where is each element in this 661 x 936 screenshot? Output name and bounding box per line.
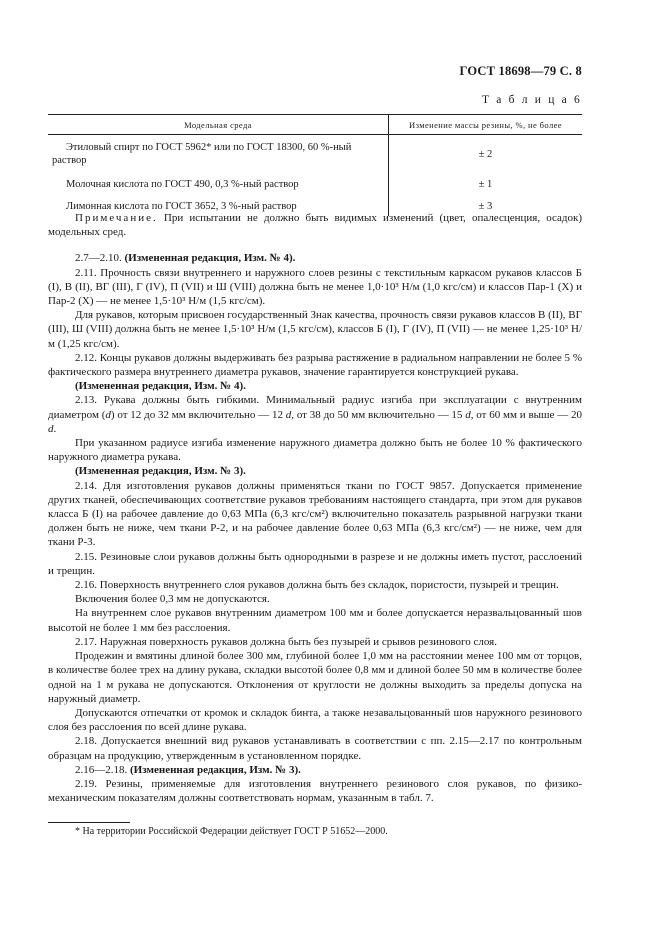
column-header-medium: Модельная среда: [48, 115, 389, 135]
table-caption: Т а б л и ц а 6: [481, 94, 582, 106]
paragraph: [48, 464, 582, 478]
paragraph: 2.11. Прочность связи внутреннего и наружного слоев резины с текстильным каркасом рукавов классов Б (I), В (II), ВГ (III), Г (IV), П (VII) и Ш (VIII) должна быть не менее 1,0·10³ Н/м (1,0 кгс/см) и классов Пар-1 (X) и Пар-2 (X) — не менее 1,5·10³ Н/м (1,5 кгс/см).: [48, 266, 582, 308]
paragraph: Включения более 0,3 мм не допускаются.: [75, 593, 270, 606]
variable-d: d: [465, 408, 471, 421]
revision-note: (Измененная редакция, Изм. № 4).: [124, 252, 296, 265]
clause-number: 2.7—2.10.: [75, 252, 122, 265]
revision-note: (Измененная редакция, Изм. № 3).: [130, 763, 301, 776]
paragraph: 2.17. Наружная поверхность рукавов должна быть без пузырей и срывов резинового слоя.: [75, 635, 497, 648]
variable-d: d: [285, 408, 292, 421]
paragraph: 2.15. Резиновые слои рукавов должны быть однородными в разрезе и не должны иметь пустот, расслоений и трещин.: [48, 550, 582, 577]
medium-text: Этиловый спирт по ГОСТ 5962* или по ГОСТ 18300, 60 %-ный раствор: [52, 142, 352, 166]
note-text: При испытании не должно быть видимых изменений (цвет, опалесценция, осадок) модельных сред.: [48, 212, 583, 239]
paragraph: [48, 393, 582, 436]
paragraph: Допускаются отпечатки от кромок и складок бинта, а также незавальцованный шов наружного резинового слоя без расслоения по всей длине рукава.: [48, 706, 582, 734]
text-run: ) от 12 до 32 мм включительно — 12: [110, 408, 286, 421]
variable-d: d: [48, 422, 54, 435]
medium-cell: [48, 135, 389, 172]
value-cell: ± 1: [478, 178, 493, 190]
note-lead: Примечание.: [75, 212, 158, 224]
footnote: * На территории Российской Федерации действует ГОСТ Р 51652—2000.: [75, 826, 388, 837]
medium-cell: Молочная кислота по ГОСТ 490, 0,3 %-ный раствор: [48, 171, 389, 194]
paragraph: 2.18. Допускается внешний вид рукавов устанавливать в соответствии с пп. 2.15—2.17 по контрольным образцам на продукцию, утвержденным в установленном порядке.: [48, 735, 582, 762]
paragraph: 2.16. Поверхность внутреннего слоя рукавов должна быть без складок, пористости, пузырей и трещин.: [75, 579, 559, 592]
paragraph: Продежин и вмятины длиной более 300 мм, глубиной более 1,0 мм на расстоянии менее 100 мм от торцов, в количестве более трех на длину рукава, складки высотой более 0,8 мм и длиной более 50 мм в количестве более одной на 1 м рукава не допускаются. Отклонения от круглости не должны выходить за пределы допуска на наружный диаметр.: [48, 650, 582, 705]
paragraph: Для рукавов, которым присвоен государственный Знак качества, прочность связи рукавов классов В (II), ВГ (III), Ш (VIII) должна быть не менее 1,5·10³ Н/м (1,5 кгс/см), классов Б (I), Г (IV), П (VII) — не менее 1,25·10³ Н/м (1,25 кгс/см).: [48, 309, 582, 350]
paragraph: 2.12. Концы рукавов должны выдерживать без разрыва растяжение в радиальном направлении не более 5 % фактического размера внутреннего диаметра рукавов, значение гарантируется конструкцией рукава.: [48, 351, 582, 379]
text-run: , от 38 до 50 мм включительно — 15: [291, 408, 466, 421]
table-row: [48, 171, 582, 194]
table-note: [48, 211, 582, 239]
clause-number: 2.16—2.18.: [75, 763, 128, 776]
paragraph: На внутреннем слое рукавов внутренним диаметром 100 мм и более допускается неразвальцованный шов высотой не более 1 мм без расслоения.: [48, 607, 582, 634]
paragraph: 2.14. Для изготовления рукавов должны применяться ткани по ГОСТ 9857. Допускается применение других тканей, обеспечивающих соответствие рукавов требованиям настоящего стандарта, при этом для рукавов класса Б (I) на рабочее давление до 0,63 МПа (6,3 кгс/см²) включительно показатель разрывной нагрузки ткани должен быть не ниже, чем ткани Р-2, и на рабочее давление более 0,63 МПа (6,3 кгс/см²) — не ниже, чем для ткани Р-3.: [48, 479, 582, 549]
value-cell: ± 2: [478, 148, 493, 160]
table-header-row: [48, 115, 582, 135]
column-header-mass-change: Изменение массы резины, %, не более: [389, 115, 583, 135]
text-run: 2.13. Рукава должны быть гибкими. Минимальный радиус изгиба при эксплуатации с внутренним диаметром (: [48, 394, 582, 421]
variable-d: d: [105, 408, 111, 421]
footnote-divider: [48, 822, 130, 823]
text-run: .: [53, 422, 57, 435]
medium-cell: Лимонная кислота по ГОСТ 3652, 3 %-ный раствор: [48, 194, 389, 216]
paragraph: 2.19. Резины, применяемые для изготовления внутреннего резинового слоя рукавов, по физико-механическим показателям должны соответствовать нормам, указанным в табл. 7.: [48, 777, 582, 805]
table-row: [48, 135, 582, 172]
table-6: [48, 114, 582, 216]
paragraph: [48, 251, 582, 265]
paragraph: [48, 379, 582, 393]
paragraph: При указанном радиусе изгиба изменение наружного диаметра должно быть не более 10 % фактического наружного диаметра рукава.: [48, 437, 582, 464]
value-cell: ± 3: [478, 200, 493, 212]
text-run: , от 60 мм и выше — 20: [470, 408, 582, 421]
document-body: [48, 211, 582, 805]
page-header: ГОСТ 18698—79 С. 8: [459, 64, 582, 78]
paragraph: [48, 763, 582, 777]
revision-note: (Измененная редакция, Изм. № 3).: [75, 465, 246, 478]
revision-note: (Измененная редакция, Изм. № 4).: [75, 380, 246, 393]
